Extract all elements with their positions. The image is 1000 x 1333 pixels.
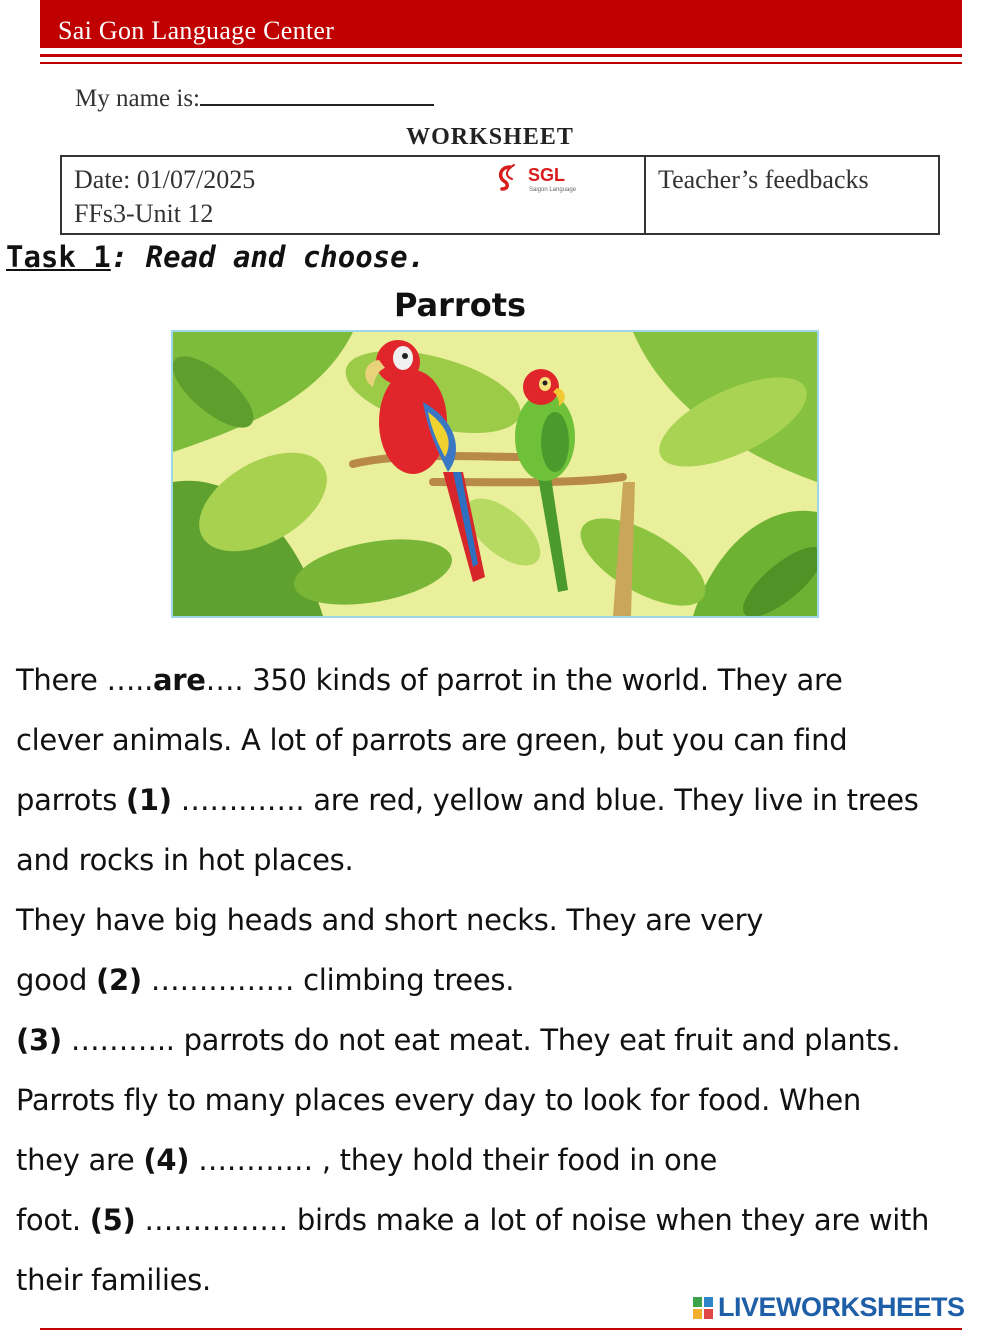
logo-text: SGL (528, 165, 566, 185)
passage-line: good (2) …………… climbing trees. (16, 963, 515, 997)
teacher-feedback-label: Teacher’s feedbacks (658, 165, 869, 194)
blank-5[interactable]: …………… birds make a lot of noise when they are with (135, 1203, 930, 1237)
name-field (75, 82, 434, 113)
passage-line: parrots (1) …………. are red, yellow and blue. They live in trees (16, 783, 919, 817)
name-label: My name is: (75, 85, 200, 112)
sgl-logo (494, 161, 594, 195)
info-unit: FFs3-Unit 12 (74, 199, 214, 228)
blank-3-marker: (3) (16, 1023, 62, 1057)
liveworksheets-icon (692, 1296, 714, 1320)
header-bar (40, 0, 962, 48)
info-table (60, 155, 940, 235)
blank-4[interactable]: ………… , they hold their food in one (189, 1143, 718, 1177)
passage-line: and rocks in hot places. (16, 843, 354, 877)
header-divider (40, 54, 962, 64)
example-answer: are (153, 663, 206, 697)
info-divider (644, 157, 646, 233)
blank-1-marker: (1) (125, 783, 172, 817)
parrots-image (173, 332, 817, 616)
logo-subtext: Saigon Language (529, 187, 577, 193)
footer-divider (40, 1328, 962, 1330)
task-instruction: : Read and choose. (110, 240, 426, 274)
passage-line: There …..are…. 350 kinds of parrot in the world. They are (16, 663, 843, 697)
task-label: Task 1 (6, 240, 111, 274)
blank-2-marker: (2) (96, 963, 142, 997)
passage-line: clever animals. A lot of parrots are green, but you can find (16, 723, 848, 757)
passage-line: They have big heads and short necks. They are very (16, 903, 764, 937)
parrots-illustration (171, 330, 819, 618)
liveworksheets-watermark (692, 1292, 965, 1323)
passage (16, 650, 986, 1310)
passage-line: Parrots fly to many places every day to look for food. When (16, 1083, 862, 1117)
header-title: Sai Gon Language Center (58, 16, 335, 45)
passage-line (16, 1010, 986, 1070)
passage-line: they are (4) ………… , they hold their food in one (16, 1143, 718, 1177)
name-blank[interactable] (200, 82, 434, 106)
blank-3[interactable]: ……….. parrots do not eat meat. They eat fruit and plants. (61, 1023, 901, 1057)
info-date: Date: 01/07/2025 (74, 165, 256, 194)
blank-5-marker: (5) (89, 1203, 136, 1237)
story-title: Parrots (393, 286, 527, 324)
blank-4-marker: (4) (143, 1143, 190, 1177)
passage-line: foot. (5) …………… birds make a lot of noise when they are with (16, 1203, 930, 1237)
watermark-text: LIVEWORKSHEETS (718, 1292, 965, 1322)
worksheet-title: WORKSHEET (406, 124, 574, 150)
passage-line: their families. (16, 1263, 211, 1297)
blank-2[interactable]: …………… climbing trees. (141, 963, 515, 997)
blank-1[interactable]: …………. are red, yellow and blue. They live in trees (171, 783, 919, 817)
task-heading (6, 240, 425, 274)
